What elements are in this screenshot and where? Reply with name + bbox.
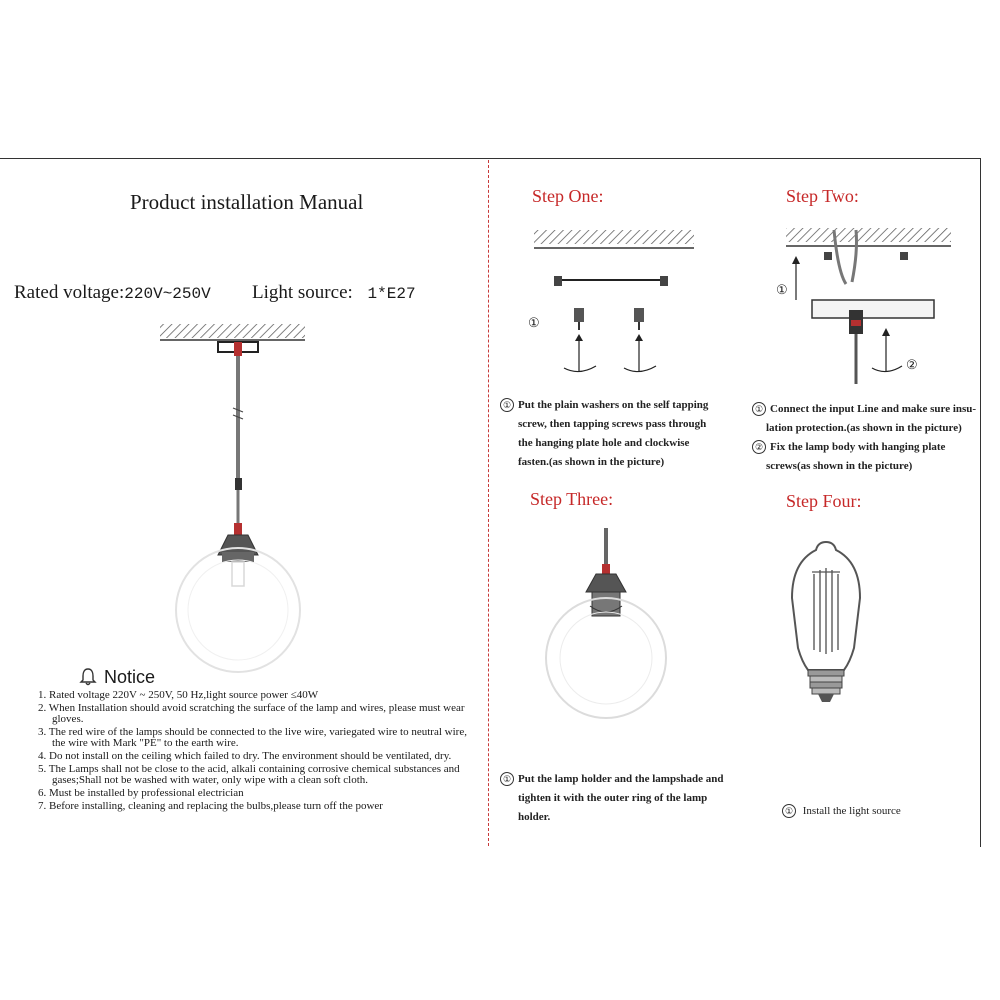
step-three-title: Step Three: bbox=[530, 489, 614, 509]
notice-title: Notice bbox=[104, 667, 156, 687]
step-four-title: Step Four: bbox=[786, 491, 862, 511]
notice-item: 1. Rated voltage 220V ~ 250V, 50 Hz,light source power ≤40W bbox=[38, 689, 319, 701]
light-source-label: Light source: bbox=[252, 282, 353, 303]
rated-voltage-value: 220V~250V bbox=[124, 285, 211, 303]
page-divider bbox=[488, 160, 489, 846]
notice-list bbox=[38, 690, 468, 814]
step-one-marker: ① bbox=[528, 315, 540, 330]
caption-number: ① bbox=[500, 772, 514, 786]
rated-voltage bbox=[14, 282, 211, 304]
step-two-title: Step Two: bbox=[786, 186, 859, 206]
step-one-illustration bbox=[520, 222, 720, 382]
bell-icon bbox=[78, 667, 98, 687]
step-three-caption: ① Put the lamp holder and the lampshade and tighten it with the outer ring of the lamp holder. bbox=[500, 770, 750, 827]
caption-number: ① bbox=[500, 398, 514, 412]
step-four-caption: ① Install the light source bbox=[782, 802, 982, 821]
step-two-caption: ① Connect the input Line and make sure insu- lation protection.(as shown in the picture) ② Fix the lamp body with hanging plate screws(as shown in the picture) bbox=[752, 400, 984, 476]
light-source bbox=[252, 282, 416, 304]
step-two-illustration bbox=[776, 212, 976, 392]
step-three-illustration bbox=[540, 528, 680, 728]
notice-item: 7. Before installing, cleaning and replacing the bulbs,please turn off the power bbox=[38, 800, 383, 812]
rated-voltage-label: Rated voltage: bbox=[14, 282, 125, 303]
notice-item: 5. The Lamps shall not be close to the acid, alkali containing corrosive chemical substances and gases;Shall not be washed with water, only wipe with a clean soft cloth. bbox=[38, 763, 460, 786]
caption-number: ① bbox=[752, 402, 766, 416]
step-two-marker-1: ① bbox=[776, 282, 788, 297]
manual-title: Product installation Manual bbox=[130, 190, 364, 214]
step-two-marker-2: ② bbox=[906, 357, 918, 372]
edison-bulb-illustration bbox=[784, 540, 868, 705]
step-one-caption: ① Put the plain washers on the self tapping screw, then tapping screws pass through the hanging plate hole and clockwise fasten.(as shown in the picture) bbox=[500, 396, 730, 472]
notice-item: 2. When Installation should avoid scratching the surface of the lamp and wires, please must wear gloves. bbox=[38, 702, 465, 725]
pendant-lamp-illustration bbox=[150, 320, 350, 680]
notice-item: 3. The red wire of the lamps should be connected to the live wire, variegated wire to neutral wire, the wire with Mark "PE" to the earth wire. bbox=[38, 726, 467, 749]
caption-number: ② bbox=[752, 440, 766, 454]
notice-item: 6. Must be installed by professional electrician bbox=[38, 787, 244, 799]
caption-number: ① bbox=[782, 804, 796, 818]
notice-item: 4. Do not install on the ceiling which failed to dry. The environment should be ventilated, dry. bbox=[38, 750, 452, 762]
step-one-title: Step One: bbox=[532, 186, 604, 206]
light-source-value: 1*E27 bbox=[367, 285, 416, 303]
